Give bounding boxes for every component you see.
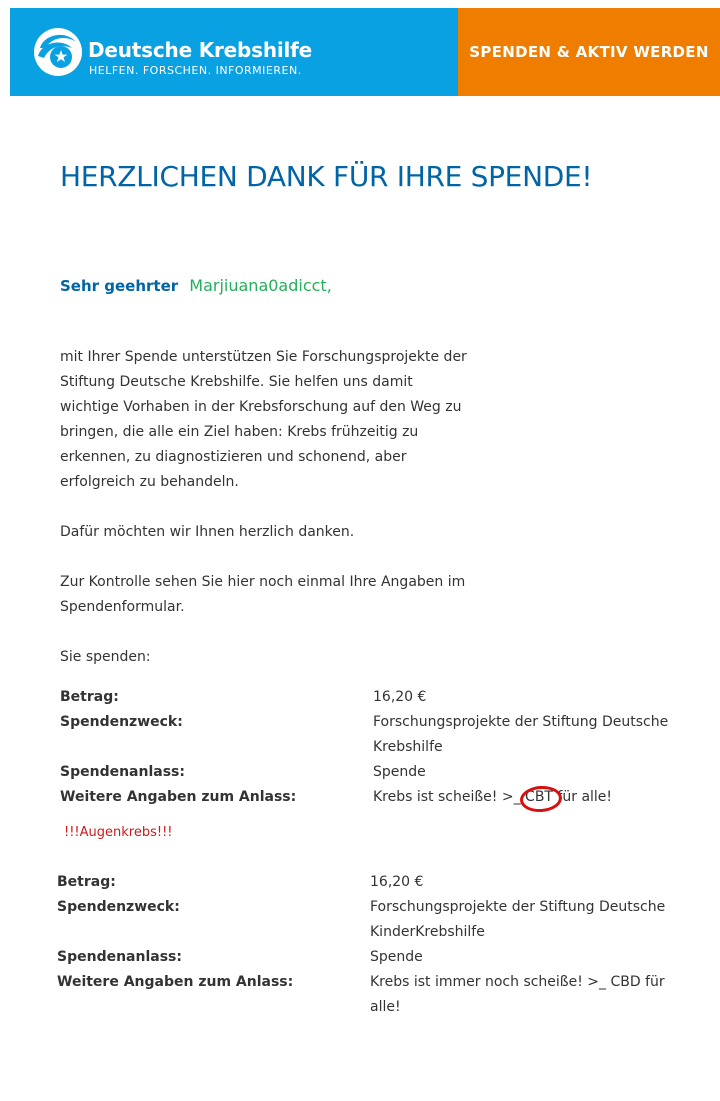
detail-row-further-info xyxy=(60,785,700,810)
detail-row-amount xyxy=(60,685,700,710)
deutsche-krebshilfe-logo-icon xyxy=(32,26,84,78)
occasion-value: Spende xyxy=(373,764,426,780)
review-paragraph: Zur Kontrolle sehen Sie hier noch einmal Ihre Angaben im Spendenformular. xyxy=(60,574,466,615)
occasion-value: Spende xyxy=(370,949,423,965)
detail-row-purpose xyxy=(57,895,697,945)
detail-row-occasion xyxy=(57,945,697,970)
donation-details-2 xyxy=(57,870,697,1020)
brand-tagline: HELFEN. FORSCHEN. INFORMIEREN. xyxy=(89,64,302,77)
amount-value: 16,20 € xyxy=(370,874,424,890)
detail-row-purpose xyxy=(60,710,700,760)
donation-details-1 xyxy=(60,685,700,810)
salutation-label: Sehr geehrter xyxy=(60,277,179,295)
amount-label: Betrag: xyxy=(57,874,116,890)
detail-row-further-info xyxy=(57,970,697,1020)
detail-row-amount xyxy=(57,870,697,895)
further-info-label: Weitere Angaben zum Anlass: xyxy=(57,974,294,990)
further-info-text-start: Krebs ist scheiße! >_ xyxy=(373,789,526,805)
page-title: HERZLICHEN DANK FÜR IHRE SPENDE! xyxy=(60,160,593,193)
purpose-value: Forschungsprojekte der Stiftung Deutsche Krebshilfe xyxy=(373,714,669,755)
red-annotation-note: !!!Augenkrebs!!! xyxy=(64,825,173,840)
further-info-text-end: für alle! xyxy=(552,789,613,805)
occasion-label: Spendenanlass: xyxy=(57,949,182,965)
further-info-label: Weitere Angaben zum Anlass: xyxy=(60,789,297,805)
recipient-name: Marjiuana0adicct, xyxy=(189,276,332,295)
purpose-value: Forschungsprojekte der Stiftung Deutsche KinderKrebshilfe xyxy=(370,899,666,940)
salutation xyxy=(60,276,332,295)
further-info-value: Krebs ist immer noch scheiße! >_ CBD für alle! xyxy=(370,974,665,1015)
circled-annotation: CBT xyxy=(525,785,553,810)
occasion-label: Spendenanlass: xyxy=(60,764,185,780)
intro-paragraph: mit Ihrer Spende unterstützen Sie Forschungsprojekte der Stiftung Deutsche Krebshilfe. Sie helfen uns damit wichtige Vorhaben in der Krebsforschung auf den Weg zu bringen, die alle ein Ziel haben: Krebs frühzeitig zu erkennen, zu diagnostizieren und schonend, aber erfolgreich zu behandeln. xyxy=(60,349,467,490)
donation-intro: Sie spenden: xyxy=(60,649,151,665)
purpose-label: Spendenzweck: xyxy=(57,899,180,915)
amount-label: Betrag: xyxy=(60,689,119,705)
purpose-label: Spendenzweck: xyxy=(60,714,183,730)
brand-name: Deutsche Krebshilfe xyxy=(88,38,313,62)
brand-home-link[interactable] xyxy=(10,8,458,96)
thanks-paragraph: Dafür möchten wir Ihnen herzlich danken. xyxy=(60,524,355,540)
further-info-value xyxy=(373,785,673,810)
detail-row-occasion xyxy=(60,760,700,785)
header xyxy=(10,8,720,96)
amount-value: 16,20 € xyxy=(373,689,427,705)
donate-and-engage-button[interactable]: SPENDEN & AKTIV WERDEN xyxy=(458,8,720,96)
